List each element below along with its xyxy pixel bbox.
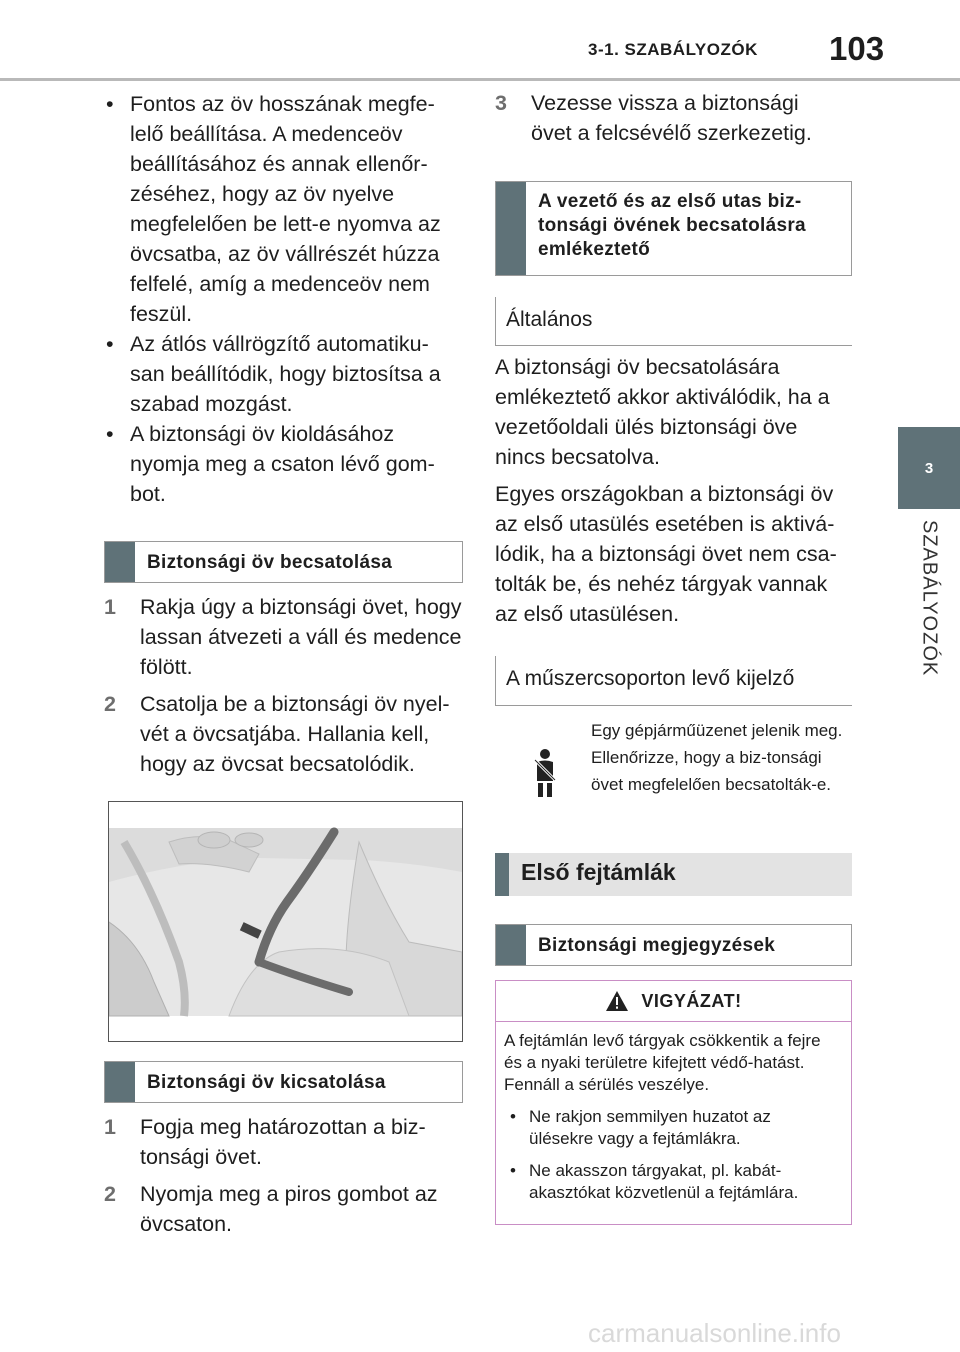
unfasten-heading: Biztonsági öv kicsatolása <box>147 1072 386 1093</box>
fasten-heading-box <box>104 541 463 583</box>
seatbelt-warning-icon <box>529 748 559 800</box>
step-text: Nyomja meg a piros gombot az övcsaton. <box>140 1182 438 1236</box>
step-text: Fogja meg határozottan a biz-tonsági övet. <box>140 1115 426 1169</box>
reminder-heading-box <box>495 181 852 276</box>
seatbelt-illustration <box>108 801 463 1042</box>
heading-bar <box>496 925 526 965</box>
page-number: 103 <box>829 30 885 67</box>
chapter-tab: 3 <box>898 427 960 509</box>
step-text: Rakja úgy a biztonsági övet, hogy lassan átvezeti a váll és medence fölött. <box>140 595 462 679</box>
fasten-steps <box>104 592 464 779</box>
section-title: 3-1. SZABÁLYOZÓK <box>588 40 758 59</box>
warning-bullet: • Ne akasszon tárgyakat, pl. kabát-akasztókat közvetlenül a fejtámlára. <box>504 1160 839 1204</box>
chapter-label: SZABÁLYOZÓK <box>918 520 941 677</box>
step-number: 1 <box>104 1115 116 1139</box>
bullet-item: • A biztonsági öv kioldásához nyomja meg a csaton lévő gom-bot. <box>100 419 460 509</box>
step-item <box>495 88 835 148</box>
display-text: Egy gépjárműüzenet jelenik meg. Ellenőrizze, hogy a biz-tonsági övet megfelelően becsatolták-e. <box>591 721 843 794</box>
step-item <box>104 1179 464 1239</box>
warning-body <box>496 1022 851 1204</box>
bullet-item: • Az átlós vállrögzítő automatiku-san beállítódik, hogy biztosítsa a szabad mozgást. <box>100 329 460 419</box>
step-3 <box>495 88 835 148</box>
warning-text: A fejtámlán levő tárgyak csökkentik a fejre és a nyaki területre kifejtett védő-hatást. Fennáll a sérülés veszélye. <box>504 1031 821 1094</box>
step-number: 2 <box>104 1182 116 1206</box>
heading-bar <box>496 182 526 275</box>
general-text <box>495 352 847 629</box>
header-divider <box>0 78 960 81</box>
warning-bullet: • Ne rakjon semmilyen huzatot az ülésekre vagy a fejtámlákra. <box>504 1106 839 1150</box>
warning-box <box>495 980 852 1225</box>
warning-triangle-icon <box>605 990 629 1012</box>
intro-bullets <box>100 89 460 509</box>
safety-heading: Biztonsági megjegyzések <box>538 935 776 956</box>
step-item <box>104 689 464 779</box>
unfasten-steps <box>104 1112 464 1239</box>
watermark: carmanualsonline.info <box>588 1318 841 1348</box>
heading-bar <box>105 542 135 582</box>
step-number: 1 <box>104 595 116 619</box>
step-item <box>104 1112 464 1172</box>
step-number: 2 <box>104 692 116 716</box>
safety-heading-box <box>495 924 852 966</box>
warning-header <box>496 981 851 1022</box>
step-item <box>104 592 464 682</box>
unfasten-heading-box <box>104 1061 463 1103</box>
headrest-heading: Első fejtámlák <box>495 853 852 896</box>
paragraph: A biztonsági öv becsatolására emlékeztető akkor aktiválódik, ha a vezetőoldali ülés biztonsági öve nincs becsatolva. <box>495 355 830 469</box>
reminder-heading: A vezető és az első utas biz-tonsági övének becsatolásra emlékeztető <box>538 191 806 260</box>
heading-bar <box>105 1062 135 1102</box>
step-text: Vezesse vissza a biztonsági övet a felcsévélő szerkezetig. <box>531 91 812 145</box>
display-heading: A műszercsoporton levő kijelző <box>495 656 852 706</box>
step-text: Csatolja be a biztonsági öv nyel-vét a övcsatjába. Hallania kell, hogy az övcsat becsatolódik. <box>140 692 450 776</box>
step-number: 3 <box>495 91 507 115</box>
warning-title: VIGYÁZAT! <box>641 990 742 1011</box>
fasten-heading: Biztonsági öv becsatolása <box>147 552 393 573</box>
bullet-item: • Fontos az öv hosszának megfe-lelő beállítása. A medenceöv beállításához és annak ellenőr-zéséhez, hogy az öv nyelve megfelelően be lett-e nyomva az övcsatba, az öv vállrészét húzza felfelé, amíg a medenceöv nem feszül. <box>100 89 460 329</box>
paragraph: Egyes országokban a biztonsági öv az első utasülés esetében is aktivá-lódik, ha a biztonsági övet nem csa-tolták be, és nehéz tárgyak vannak az első utasülésen. <box>495 482 837 626</box>
seatbelt-drawing <box>109 802 462 1041</box>
general-heading: Általános <box>495 297 852 346</box>
